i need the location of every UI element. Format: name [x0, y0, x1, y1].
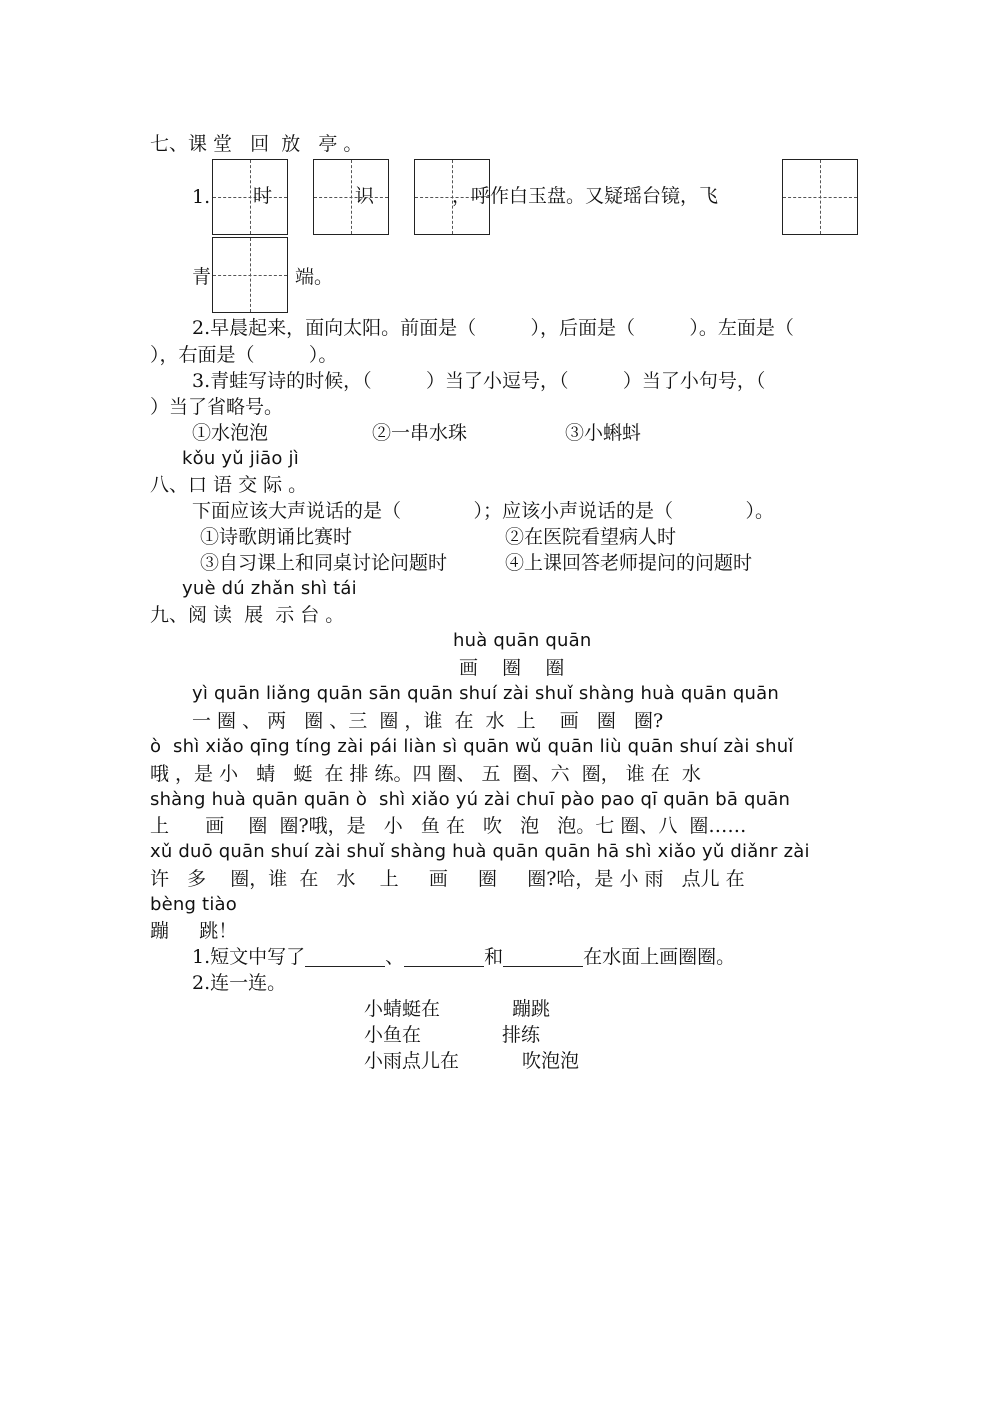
grid-char-qing: 青: [192, 266, 212, 288]
s8-option-3: ③自习课上和同桌讨论问题时: [200, 552, 448, 574]
s9-q1-tail: 在水面上画圈圈。: [583, 946, 736, 968]
section-8-heading: 八、口 语 交 际 。: [150, 474, 308, 496]
story-title-pinyin: huà quān quān: [453, 630, 592, 651]
p5-text: 蹦 跳！: [150, 920, 238, 942]
match-left-1[interactable]: 小蜻蜓在: [364, 998, 441, 1020]
writing-grid-box[interactable]: [313, 159, 389, 235]
q3-line1: 3.青蛙写诗的时候，（ ）当了小逗号，（ ）当了小句号，（: [192, 370, 766, 392]
p4-pinyin: xǔ duō quān shuí zài shuǐ shàng huà quān quān hā shì xiǎo yǔ diǎnr zài: [150, 841, 810, 862]
answer-blank-2[interactable]: [404, 948, 484, 967]
grid-char-shi: 时: [253, 185, 273, 207]
answer-blank-1[interactable]: [305, 948, 385, 967]
q1-text-tail: ，呼作白玉盘。又疑瑶台镜，飞: [452, 185, 719, 207]
p1-pinyin: yì quān liǎng quān sān quān shuí zài shuǐ shàng huà quān quān: [192, 683, 779, 704]
writing-grid-box[interactable]: [212, 237, 288, 313]
q2-line2: ），右面是（ ）。: [150, 344, 338, 366]
match-right-2[interactable]: 排练: [502, 1024, 541, 1046]
section-8-pinyin: kǒu yǔ jiāo jì: [182, 448, 299, 469]
section-7-heading: 七、课 堂 回 放 亭 。: [150, 133, 363, 155]
s8-question: 下面应该大声说话的是（ ）；应该小声说话的是（ ）。: [192, 500, 774, 522]
s9-q1: [192, 948, 735, 967]
s9-q1-lead: 1.短文中写了: [192, 946, 306, 968]
section-9-pinyin: yuè dú zhǎn shì tái: [182, 578, 357, 599]
option-3: ③小蝌蚪: [565, 422, 642, 444]
q1-number: 1.: [192, 186, 211, 208]
s9-q1-sep2: 和: [484, 946, 504, 968]
p2-text: 哦 ，是 小 蜻 蜓 在 排 练。四 圈、 五 圈、六 圈， 谁 在 水: [150, 763, 701, 785]
s8-option-1: ①诗歌朗诵比赛时: [200, 526, 353, 548]
s9-q2: 2.连一连。: [192, 972, 287, 994]
match-left-2[interactable]: 小鱼在: [364, 1024, 422, 1046]
q3-line2: ）当了省略号。: [150, 396, 284, 418]
s9-q1-sep1: 、: [385, 946, 405, 968]
section-9-heading: 九、阅 读 展 示 台 。: [150, 604, 345, 626]
s8-option-2: ②在医院看望病人时: [505, 526, 677, 548]
p4-text: 许 多 圈，谁 在 水 上 画 圈 圈?哈，是 小 雨 点儿 在: [150, 868, 745, 890]
writing-grid-box[interactable]: [782, 159, 858, 235]
grid-char-duan: 端。: [295, 266, 334, 288]
match-left-3[interactable]: 小雨点儿在: [364, 1050, 460, 1072]
option-2: ②一串水珠: [372, 422, 468, 444]
match-right-3[interactable]: 吹泡泡: [522, 1050, 580, 1072]
s8-option-4: ④上课回答老师提问的问题时: [505, 552, 753, 574]
story-title: 画 圈 圈: [459, 657, 565, 679]
writing-grid-box[interactable]: [212, 159, 288, 235]
option-1: ①水泡泡: [192, 422, 269, 444]
p1-text: 一 圈 、 两 圈 、三 圈 ，谁 在 水 上 画 圈 圈?: [192, 710, 664, 732]
p3-pinyin: shàng huà quān quān ò shì xiǎo yú zài chuī pào pao qī quān bā quān: [150, 789, 791, 810]
q2-line1: 2.早晨起来，面向太阳。前面是（ ），后面是（ ）。左面是（: [192, 317, 794, 339]
answer-blank-3[interactable]: [503, 948, 583, 967]
p3-text: 上 画 圈 圈?哦，是 小 鱼 在 吹 泡 泡。七 圈、八 圈……: [150, 815, 747, 837]
grid-char-shi2: 识: [355, 185, 375, 207]
p5-pinyin: bèng tiào: [150, 894, 237, 915]
match-right-1[interactable]: 蹦跳: [512, 998, 551, 1020]
p2-pinyin: ò shì xiǎo qīng tíng zài pái liàn sì quān wǔ quān liù quān shuí zài shuǐ: [150, 736, 794, 757]
